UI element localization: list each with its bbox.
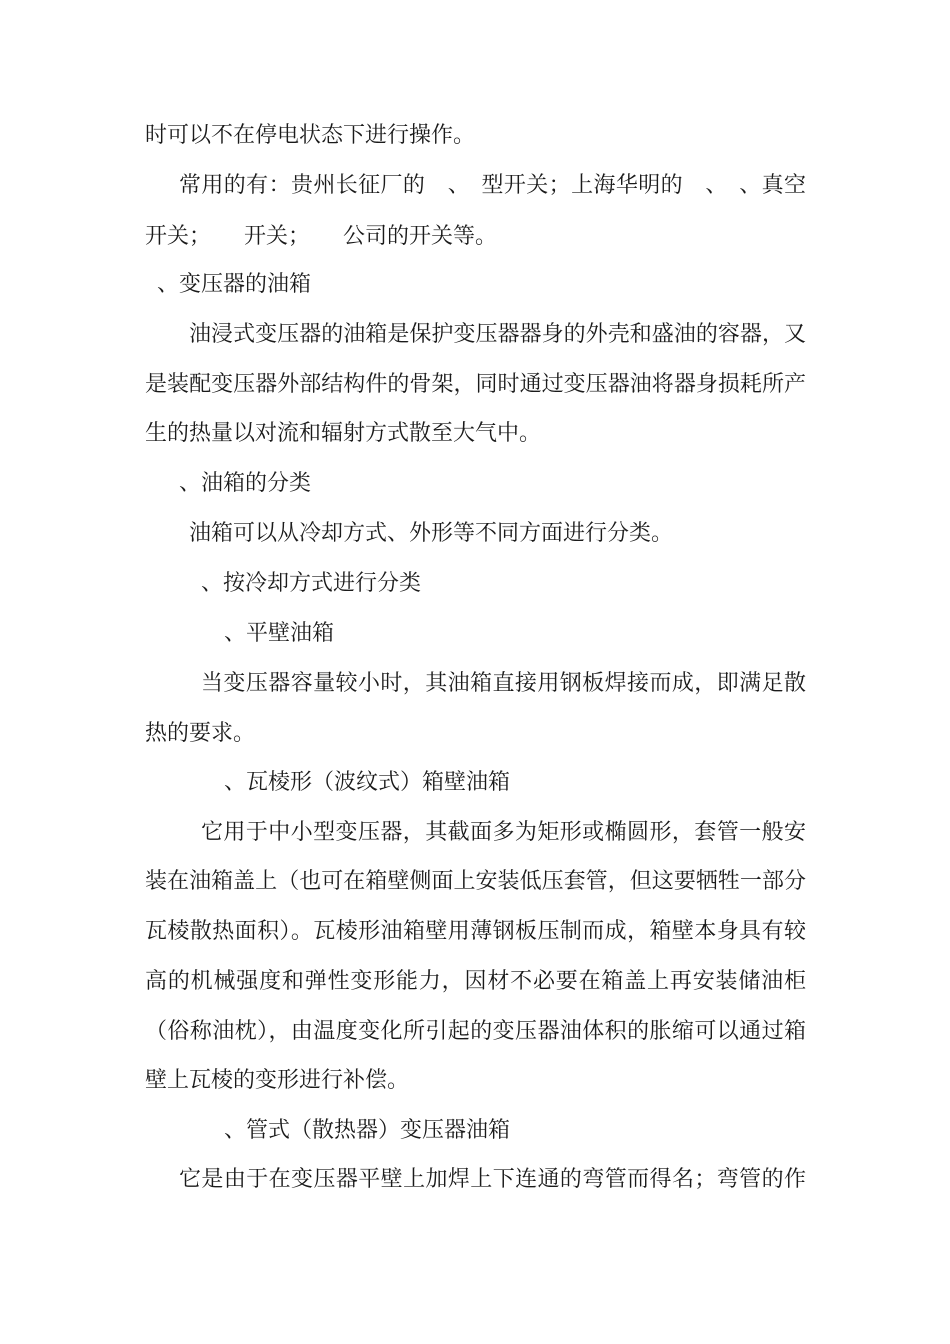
section-heading: 、瓦棱形（波纹式）箱壁油箱 [224, 770, 511, 795]
text-line: 当变压器容量较小时，其油箱直接用钢板焊接而成，即满足散 [201, 671, 806, 696]
text-line: （俗称油枕），由温度变化所引起的变压器油体积的胀缩可以通过箱 [145, 1019, 806, 1044]
text-line: 时可以不在停电状态下进行操作。 [145, 123, 476, 148]
text-line: 壁上瓦棱的变形进行补偿。 [145, 1068, 410, 1093]
text-line: 它是由于在变压器平壁上加焊上下连通的弯管而得名；弯管的作 [179, 1167, 806, 1192]
text-line: 生的热量以对流和辐射方式散至大气中。 [145, 421, 542, 446]
text-line: 是装配变压器外部结构件的骨架，同时通过变压器油将器身损耗所产 [145, 372, 806, 397]
text-line: 装在油箱盖上（也可在箱壁侧面上安装低压套管，但这要牺牲一部分 [145, 869, 806, 894]
text-line: 它用于中小型变压器，其截面多为矩形或椭圆形，套管一般安 [201, 820, 806, 845]
text-line: 瓦棱散热面积）。瓦棱形油箱壁用薄钢板压制而成，箱壁本身具有较 [145, 919, 806, 944]
section-heading: 、管式（散热器）变压器油箱 [224, 1118, 511, 1143]
text-line: 油箱可以从冷却方式、外形等不同方面进行分类。 [189, 521, 674, 546]
text-line: 油浸式变压器的油箱是保护变压器器身的外壳和盛油的容器，又 [189, 322, 806, 347]
section-heading: 、变压器的油箱 [157, 272, 312, 297]
text-line: 热的要求。 [145, 721, 256, 746]
section-heading: 、按冷却方式进行分类 [201, 571, 422, 596]
text-line: 高的机械强度和弹性变形能力，因材不必要在箱盖上再安装储油柜 [145, 969, 806, 994]
section-heading: 、油箱的分类 [179, 471, 312, 496]
section-heading: 、平壁油箱 [224, 621, 335, 646]
text-line: 常用的有：贵州长征厂的 、 型开关；上海华明的 、 、真空 [179, 173, 806, 198]
text-line: 开关； 开关； 公司的开关等。 [145, 224, 498, 249]
